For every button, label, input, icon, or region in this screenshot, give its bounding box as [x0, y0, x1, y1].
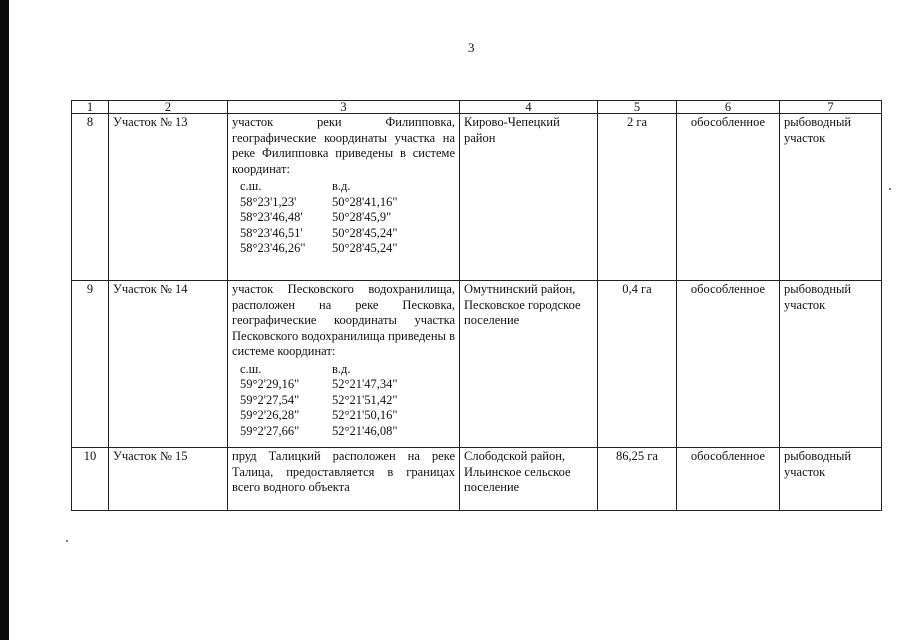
coord-lon: 50°28'45,24" [332, 225, 398, 240]
plot-description: участок Песковского водохранилища, расположен на реке Песковка, географические координаты участка Песковского водохранилища приведены в системе координат: [232, 282, 455, 358]
table-row [72, 448, 882, 511]
coord-lat: 58°23'1,23' [240, 194, 297, 209]
coord-lon: 52°21'50,16" [332, 408, 398, 422]
coord-lat: 59°2'29,16" [240, 377, 300, 391]
plot-description-cell [228, 448, 460, 511]
coord-lon: 52°21'51,42" [332, 392, 398, 407]
coord-lon: 50°28'41,16" [332, 194, 398, 209]
plot-location: Кирово-Чепецкий район [460, 114, 598, 281]
fish-plots-table [71, 100, 882, 511]
plot-purpose: рыбоводный участок [780, 281, 882, 448]
coordinates-list [232, 362, 455, 440]
col-header-5: 5 [598, 101, 677, 114]
plot-type: обособленное [677, 281, 780, 448]
coord-lat: 59°2'27,54" [240, 392, 300, 407]
plot-name: Участок № 15 [109, 448, 228, 511]
coord-lat: 59°2'27,66" [240, 423, 300, 438]
coord-lon: 52°21'47,34" [332, 377, 398, 391]
coordinates-list [232, 179, 455, 257]
scan-edge-bar [0, 0, 9, 640]
col-header-4: 4 [460, 101, 598, 114]
coord-lat: 59°2'26,28" [240, 408, 300, 422]
table-row [72, 114, 882, 281]
scan-speck [889, 188, 891, 190]
coord-lat: 58°23'46,51' [240, 225, 303, 240]
col-header-6: 6 [677, 101, 780, 114]
coord-lat: 58°23'46,48' [240, 210, 303, 224]
plot-name: Участок № 13 [109, 114, 228, 281]
coord-lon: 52°21'46,08" [332, 423, 398, 438]
col-header-1: 1 [72, 101, 109, 114]
plot-name: Участок № 14 [109, 281, 228, 448]
plot-description: пруд Талицкий расположен на реке Талица, предоставляется в границах всего водного объекта [232, 449, 455, 494]
plot-description-cell [228, 114, 460, 281]
plot-purpose: рыбоводный участок [780, 448, 882, 511]
plot-description-cell [228, 281, 460, 448]
lon-header: в.д. [332, 361, 351, 376]
plot-location: Слободской район, Ильинское сельское поселение [460, 448, 598, 511]
scan-speck [66, 540, 68, 542]
plot-type: обособленное [677, 114, 780, 281]
plot-location: Омутнинский район, Песковское городское поселение [460, 281, 598, 448]
coord-lon: 50°28'45,24" [332, 241, 398, 255]
row-number: 10 [72, 448, 109, 511]
plot-area: 2 га [598, 114, 677, 281]
coord-lat: 58°23'46,26" [240, 241, 306, 255]
plot-area: 0,4 га [598, 281, 677, 448]
lat-header: с.ш. [240, 179, 262, 193]
lat-header: с.ш. [240, 361, 262, 376]
plot-description: участок реки Филипповка, географические координаты участка на реке Филипповка приведены в системе координат: [232, 115, 455, 176]
col-header-3: 3 [228, 101, 460, 114]
header-row [72, 101, 882, 114]
row-number: 8 [72, 114, 109, 281]
plot-purpose: рыбоводный участок [780, 114, 882, 281]
col-header-7: 7 [780, 101, 882, 114]
plot-type: обособленное [677, 448, 780, 511]
row-number: 9 [72, 281, 109, 448]
plot-area: 86,25 га [598, 448, 677, 511]
col-header-2: 2 [109, 101, 228, 114]
table-row [72, 281, 882, 448]
lon-header: в.д. [332, 179, 351, 193]
coord-lon: 50°28'45,9" [332, 210, 392, 224]
page-number: 3 [468, 40, 475, 55]
